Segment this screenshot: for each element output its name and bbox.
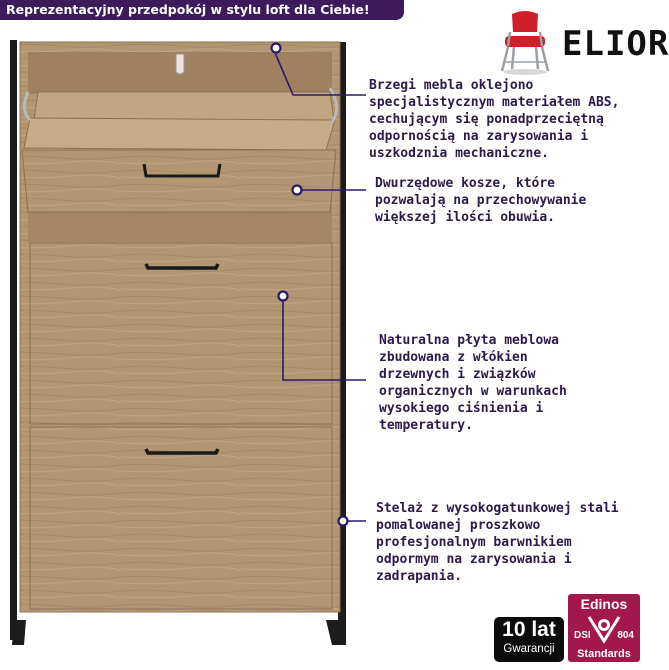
brand-name: ELIOR (562, 24, 669, 64)
warranty-badge (494, 617, 564, 662)
edinos-title: Edinos (580, 596, 628, 612)
marker-frame (339, 517, 348, 526)
marker-baskets (293, 186, 302, 195)
warranty-label: Gwarancji (503, 643, 555, 655)
top-banner: Reprezentacyjny przedpokój w stylu loft dla Ciebie! (0, 0, 404, 20)
tilt-drawer-1 (22, 150, 336, 212)
marker-edges (272, 44, 281, 53)
warranty-years: 10 lat (502, 618, 556, 641)
tilt-drawer-3 (30, 427, 332, 609)
callout-natural-board: Naturalna płyta meblowa zbudowana z włókien drzewnych i związków organicznych w warunkach wysokiego ciśnienia i temperatury. (379, 333, 567, 433)
marker-board (279, 292, 288, 301)
callout-double-baskets: Dwurzędowe kosze, które pozwalają na przechowywanie większej ilości obuwia. (375, 176, 587, 225)
edinos-standards: Standards (577, 648, 631, 660)
callout-steel-frame: Stelaż z wysokogatunkowej stali pomalowanej proszkowo profesjonalnym barwnikiem odpormym na zarysowania i zadrapania. (376, 501, 619, 584)
edinos-number: 804 (617, 630, 634, 641)
callout-abs-edges: Brzegi mebla oklejono specjalistycznym materiałem ABS, cechującym się ponadprzeciętną odpornością na zarysowania i uszkodznia mechaniczne. (369, 78, 620, 161)
edinos-emblem-icon (587, 613, 621, 643)
edinos-dsi: DSI (574, 630, 591, 641)
tilt-drawer-2 (30, 243, 332, 424)
edinos-standards-badge (568, 594, 640, 662)
